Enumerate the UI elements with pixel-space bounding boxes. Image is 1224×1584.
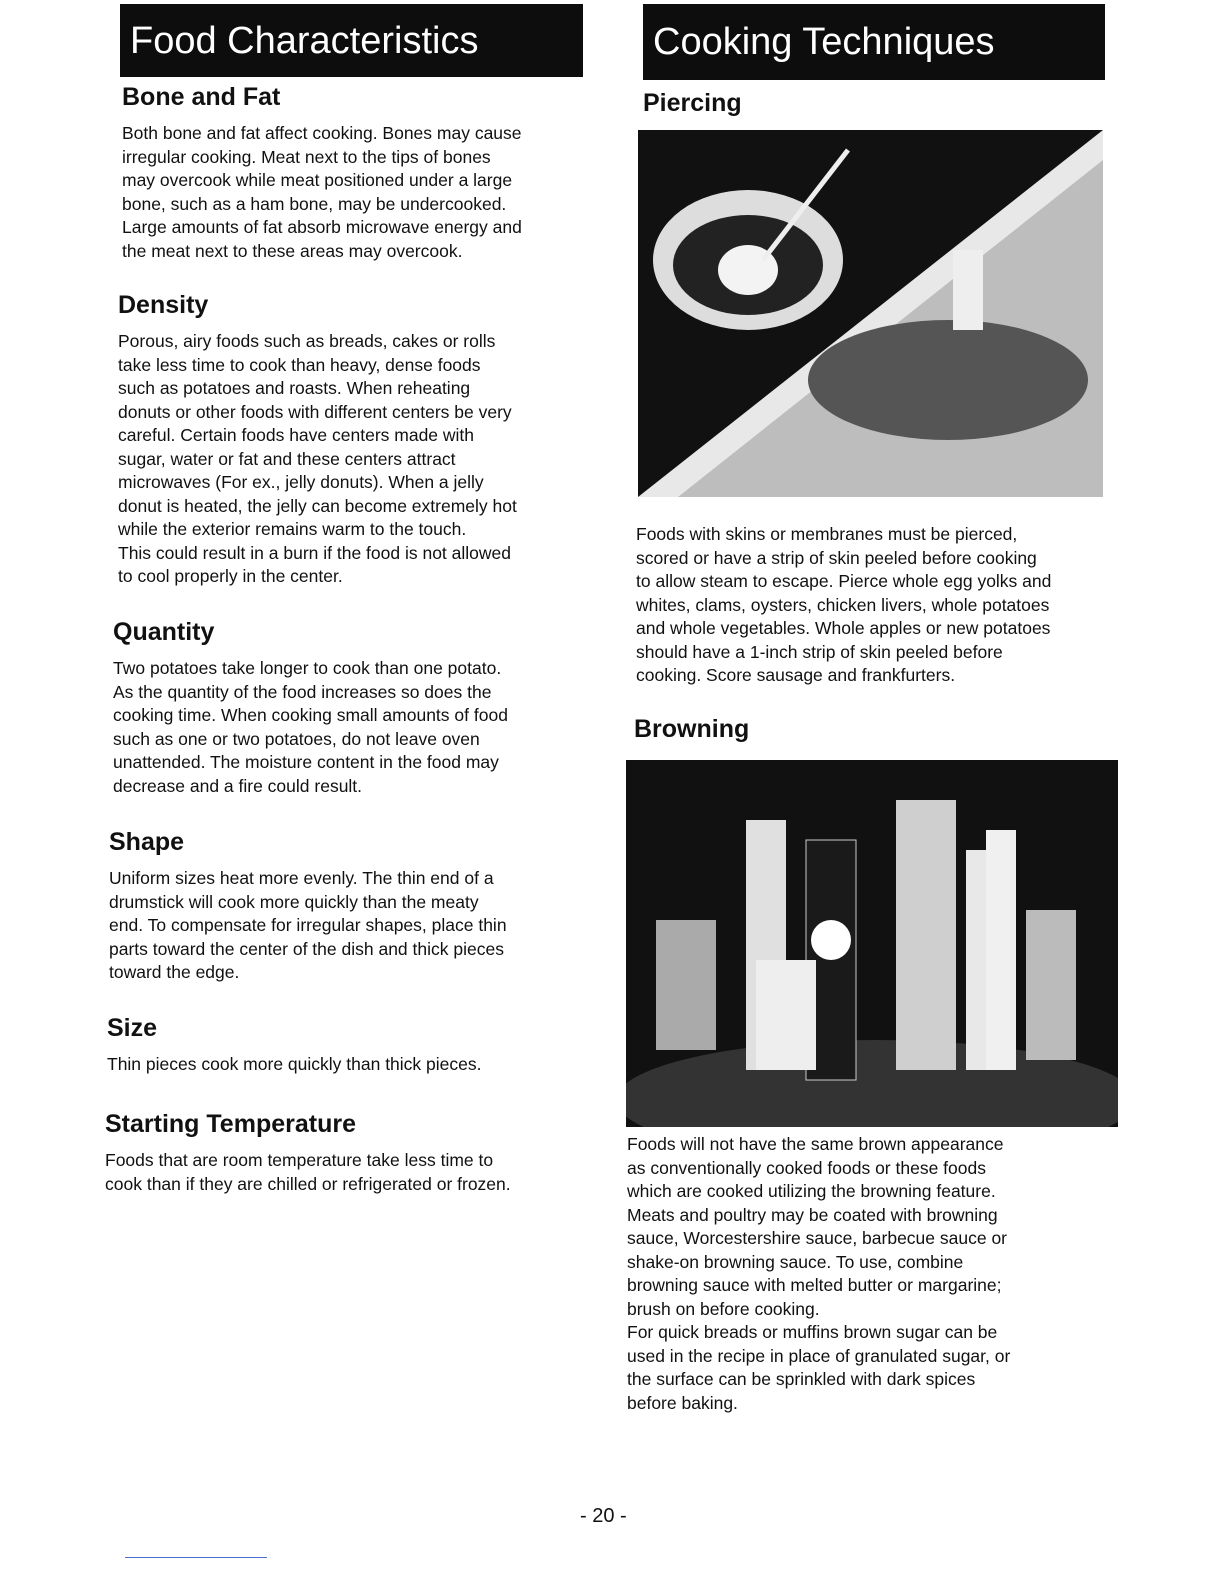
text-line: end. To compensate for irregular shapes, place thin	[109, 915, 507, 935]
right-section-text-1	[636, 523, 1051, 688]
text-line: Foods will not have the same brown appearance	[627, 1134, 1004, 1154]
text-line: the surface can be sprinkled with dark spices	[627, 1369, 976, 1389]
text-line: such as potatoes and roasts. When reheating	[118, 378, 471, 398]
text-line: Meats and poultry may be coated with browning	[627, 1204, 998, 1225]
browning-sauces-illustration	[626, 760, 1118, 1127]
text-line: browning sauce with melted butter or margarine;	[627, 1275, 1002, 1295]
section-heading: Size	[107, 1014, 158, 1042]
text-line: as conventionally cooked foods or these foods	[627, 1157, 986, 1178]
section-heading: Quantity	[113, 618, 215, 646]
section-heading: Starting Temperature	[105, 1110, 356, 1138]
text-line: which are cooked utilizing the browning feature.	[627, 1181, 996, 1201]
food-characteristics-banner: Food Characteristics	[120, 4, 583, 77]
text-line: to cool properly in the center.	[118, 566, 343, 586]
text-line: bone, such as a ham bone, may be undercooked.	[122, 193, 507, 214]
right-section-browning	[634, 714, 749, 754]
text-line: This could result in a burn if the food is not allowed	[118, 542, 511, 563]
section-heading: Density	[118, 291, 209, 319]
section-heading: Browning	[634, 715, 750, 743]
cooking-techniques-banner: Cooking Techniques	[643, 4, 1105, 80]
piercing-illustration	[638, 130, 1103, 497]
text-line: take less time to cook than heavy, dense foods	[118, 354, 481, 375]
browning-photo	[626, 760, 1118, 1127]
text-line: should have a 1-inch strip of skin peeled before	[636, 641, 1003, 662]
text-line: irregular cooking. Meat next to the tips of bones	[122, 146, 491, 167]
text-line: and whole vegetables. Whole apples or new potatoes	[636, 618, 1051, 638]
text-line: brush on before cooking.	[627, 1298, 820, 1319]
text-line: parts toward the center of the dish and thick pieces	[109, 938, 504, 959]
section-heading: Piercing	[643, 89, 742, 117]
right-section-text-3	[627, 1133, 1010, 1415]
text-line: Large amounts of fat absorb microwave energy and	[122, 217, 522, 237]
text-line: before baking.	[627, 1392, 738, 1413]
text-line: cook than if they are chilled or refrigerated or frozen.	[105, 1173, 511, 1194]
left-section-density	[118, 290, 517, 589]
text-line: toward the edge.	[109, 962, 240, 982]
text-line: donuts or other foods with different centers be very	[118, 401, 512, 422]
text-line: to allow steam to escape. Pierce whole egg yolks and	[636, 571, 1052, 591]
piercing-photo	[638, 130, 1103, 497]
text-line: Foods that are room temperature take less time to	[105, 1150, 494, 1170]
section-heading: Shape	[109, 828, 185, 856]
text-line: drumstick will cook more quickly than the meaty	[109, 891, 479, 912]
text-line: Both bone and fat affect cooking. Bones may cause	[122, 123, 522, 143]
text-line: Porous, airy foods such as breads, cakes or rolls	[118, 331, 496, 351]
text-line: For quick breads or muffins brown sugar can be	[627, 1322, 998, 1342]
text-line: cooking. Score sausage and frankfurters.	[636, 665, 956, 685]
text-line: Two potatoes take longer to cook than one potato.	[113, 658, 502, 678]
text-line: As the quantity of the food increases so does the	[113, 681, 492, 702]
left-section-quantity	[113, 617, 508, 798]
text-line: careful. Certain foods have centers made with	[118, 425, 475, 445]
left-section-starting-temperature	[105, 1109, 511, 1196]
right-section-piercing	[643, 88, 742, 128]
text-line: used in the recipe in place of granulated sugar, or	[627, 1345, 1011, 1366]
section-heading: Bone and Fat	[122, 83, 281, 111]
text-line: sauce, Worcestershire sauce, barbecue sauce or	[627, 1228, 1008, 1248]
left-section-size	[107, 1013, 481, 1077]
left-section-shape	[109, 827, 507, 985]
text-line: Thin pieces cook more quickly than thick pieces.	[107, 1054, 482, 1074]
text-line: decrease and a fire could result.	[113, 775, 363, 796]
text-line: may overcook while meat positioned under a large	[122, 170, 513, 190]
text-line: donut is heated, the jelly can become extremely hot	[118, 495, 517, 516]
text-line: while the exterior remains warm to the touch.	[118, 519, 467, 539]
text-line: Foods with skins or membranes must be pierced,	[636, 524, 1018, 544]
text-line: whites, clams, oysters, chicken livers, whole potatoes	[636, 594, 1050, 615]
text-line: unattended. The moisture content in the food may	[113, 752, 499, 772]
text-line: the meat next to these areas may overcook.	[122, 240, 463, 261]
text-line: Uniform sizes heat more evenly. The thin end of a	[109, 868, 494, 888]
footer-line	[125, 1557, 267, 1558]
text-line: microwaves (For ex., jelly donuts). When a jelly	[118, 472, 484, 492]
text-line: scored or have a strip of skin peeled before cooking	[636, 547, 1037, 568]
page-number: - 20 -	[580, 1505, 627, 1527]
text-line: such as one or two potatoes, do not leave oven	[113, 728, 480, 749]
text-line: sugar, water or fat and these centers attract	[118, 448, 456, 469]
text-line: cooking time. When cooking small amounts of food	[113, 705, 508, 725]
text-line: shake-on browning sauce. To use, combine	[627, 1251, 964, 1272]
left-section-bone-and-fat	[122, 82, 522, 263]
